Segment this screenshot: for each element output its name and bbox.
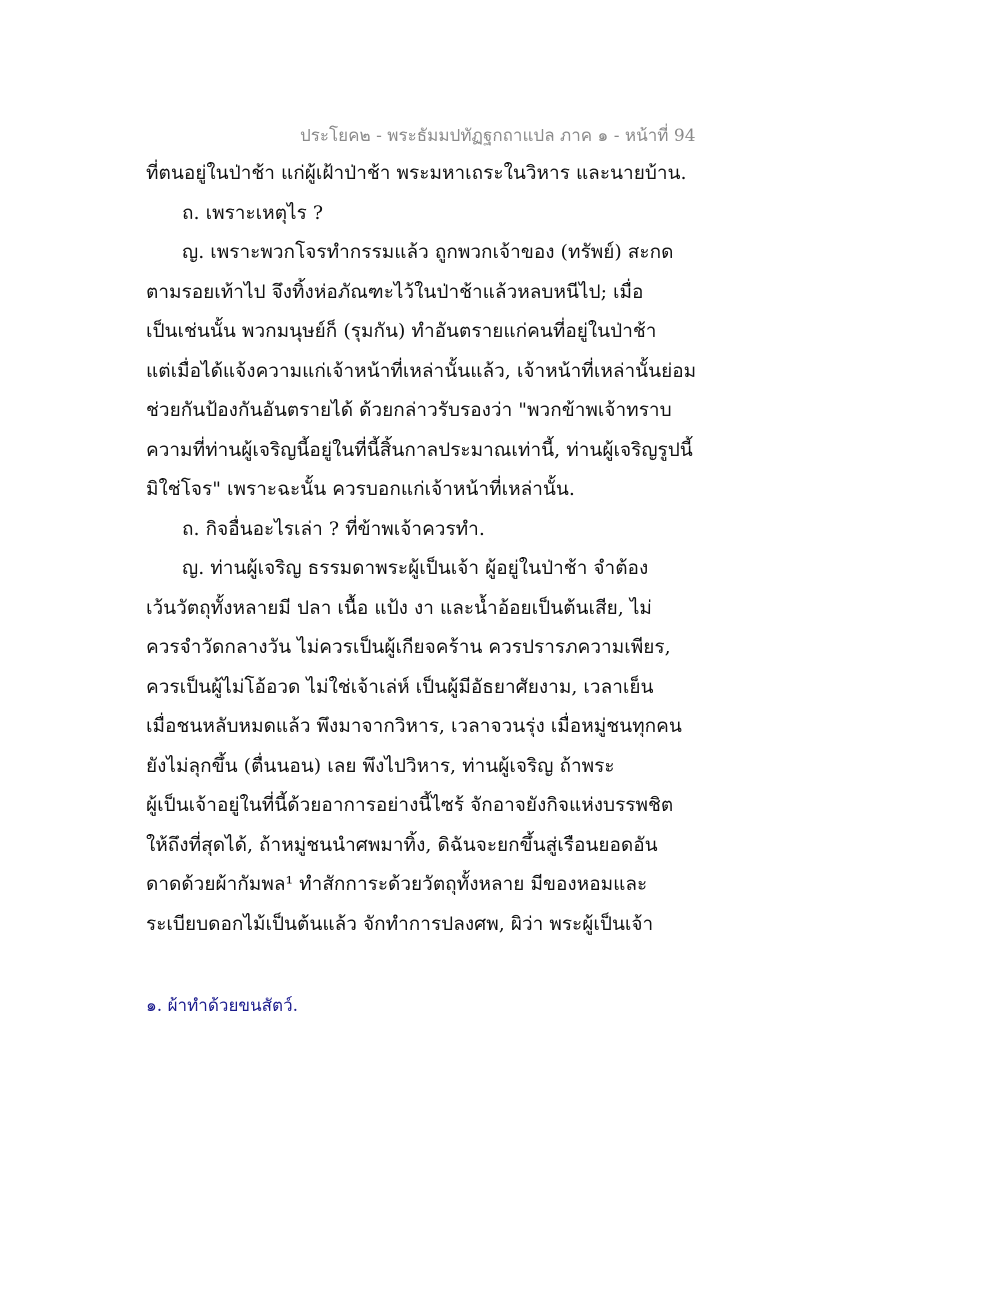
text-line: ดาดด้วยผ้ากัมพล¹ ทำสักการะด้วยวัตถุทั้งหลาย มีของหอมและ (146, 873, 648, 895)
text-line: เว้นวัตถุทั้งหลายมี ปลา เนื้อ แป้ง งา และน้ำอ้อยเป็นต้นเสีย, ไม่ (146, 596, 652, 619)
text-line: ญ. เพราะพวกโจรทำกรรมแล้ว ถูกพวกเจ้าของ (ทรัพย์) สะกด (182, 241, 674, 263)
running-header: ประโยค๒ - พระธัมมปทัฏฐกถาแปล ภาค ๑ - หน้าที่ 94 (300, 126, 696, 146)
text-line: ควรเป็นผู้ไม่โอ้อวด ไม่ใช่เจ้าเล่ห์ เป็นผู้มีอัธยาศัยงาม, เวลาเย็น (146, 675, 654, 698)
text-line: ให้ถึงที่สุดได้, ถ้าหมู่ชนนำศพมาทิ้ง, ดิฉันจะยกขึ้นสู่เรือนยอดอัน (146, 833, 658, 856)
text-line: เมื่อชนหลับหมดแล้ว พึงมาจากวิหาร, เวลาจวนรุ่ง เมื่อหมู่ชนทุกคน (146, 715, 682, 737)
text-line: ที่ตนอยู่ในป่าช้า แก่ผู้เฝ้าป่าช้า พระมหาเถระในวิหาร และนายบ้าน. (146, 162, 687, 184)
text-line: ความที่ท่านผู้เจริญนี้อยู่ในที่นี้สิ้นกาลประมาณเท่านี้, ท่านผู้เจริญรูปนี้ (146, 438, 693, 461)
text-line: มิใช่โจร" เพราะฉะนั้น ควรบอกแก่เจ้าหน้าที่เหล่านั้น. (146, 478, 575, 500)
text-line: เป็นเช่นนั้น พวกมนุษย์ก็ (รุมกัน) ทำอันตรายแก่คนที่อยู่ในป่าช้า (146, 320, 657, 342)
text-line: ถ. กิจอื่นอะไรเล่า ? ที่ข้าพเจ้าควรทำ. (182, 517, 485, 540)
text-line: ระเบียบดอกไม้เป็นต้นแล้ว จักทำการปลงศพ, ผิว่า พระผู้เป็นเจ้า (146, 912, 654, 935)
text-line: ยังไม่ลุกขึ้น (ตื่นนอน) เลย พึงไปวิหาร, ท่านผู้เจริญ ถ้าพระ (146, 754, 615, 777)
text-line: ตามรอยเท้าไป จึงทิ้งห่อภัณฑะไว้ในป่าช้าแล้วหลบหนีไป; เมื่อ (146, 280, 644, 303)
text-line: ช่วยกันป้องกันอันตรายได้ ด้วยกล่าวรับรองว่า "พวกข้าพเจ้าทราบ (146, 399, 672, 421)
body-text (146, 154, 706, 944)
text-line: ถ. เพราะเหตุไร ? (182, 201, 324, 224)
footnote: ๑. ผ้าทำด้วยขนสัตว์. (146, 996, 299, 1016)
text-line: ผู้เป็นเจ้าอยู่ในที่นี้ด้วยอาการอย่างนี้ไซร้ จักอาจยังกิจแห่งบรรพชิต (146, 794, 674, 816)
text-line: แต่เมื่อได้แจ้งความแก่เจ้าหน้าที่เหล่านั้นแล้ว, เจ้าหน้าที่เหล่านั้นย่อม (146, 359, 697, 382)
text-line: ญ. ท่านผู้เจริญ ธรรมดาพระผู้เป็นเจ้า ผู้อยู่ในป่าช้า จำต้อง (182, 557, 649, 579)
text-line: ควรจำวัดกลางวัน ไม่ควรเป็นผู้เกียจคร้าน ควรปรารภความเพียร, (146, 636, 671, 658)
